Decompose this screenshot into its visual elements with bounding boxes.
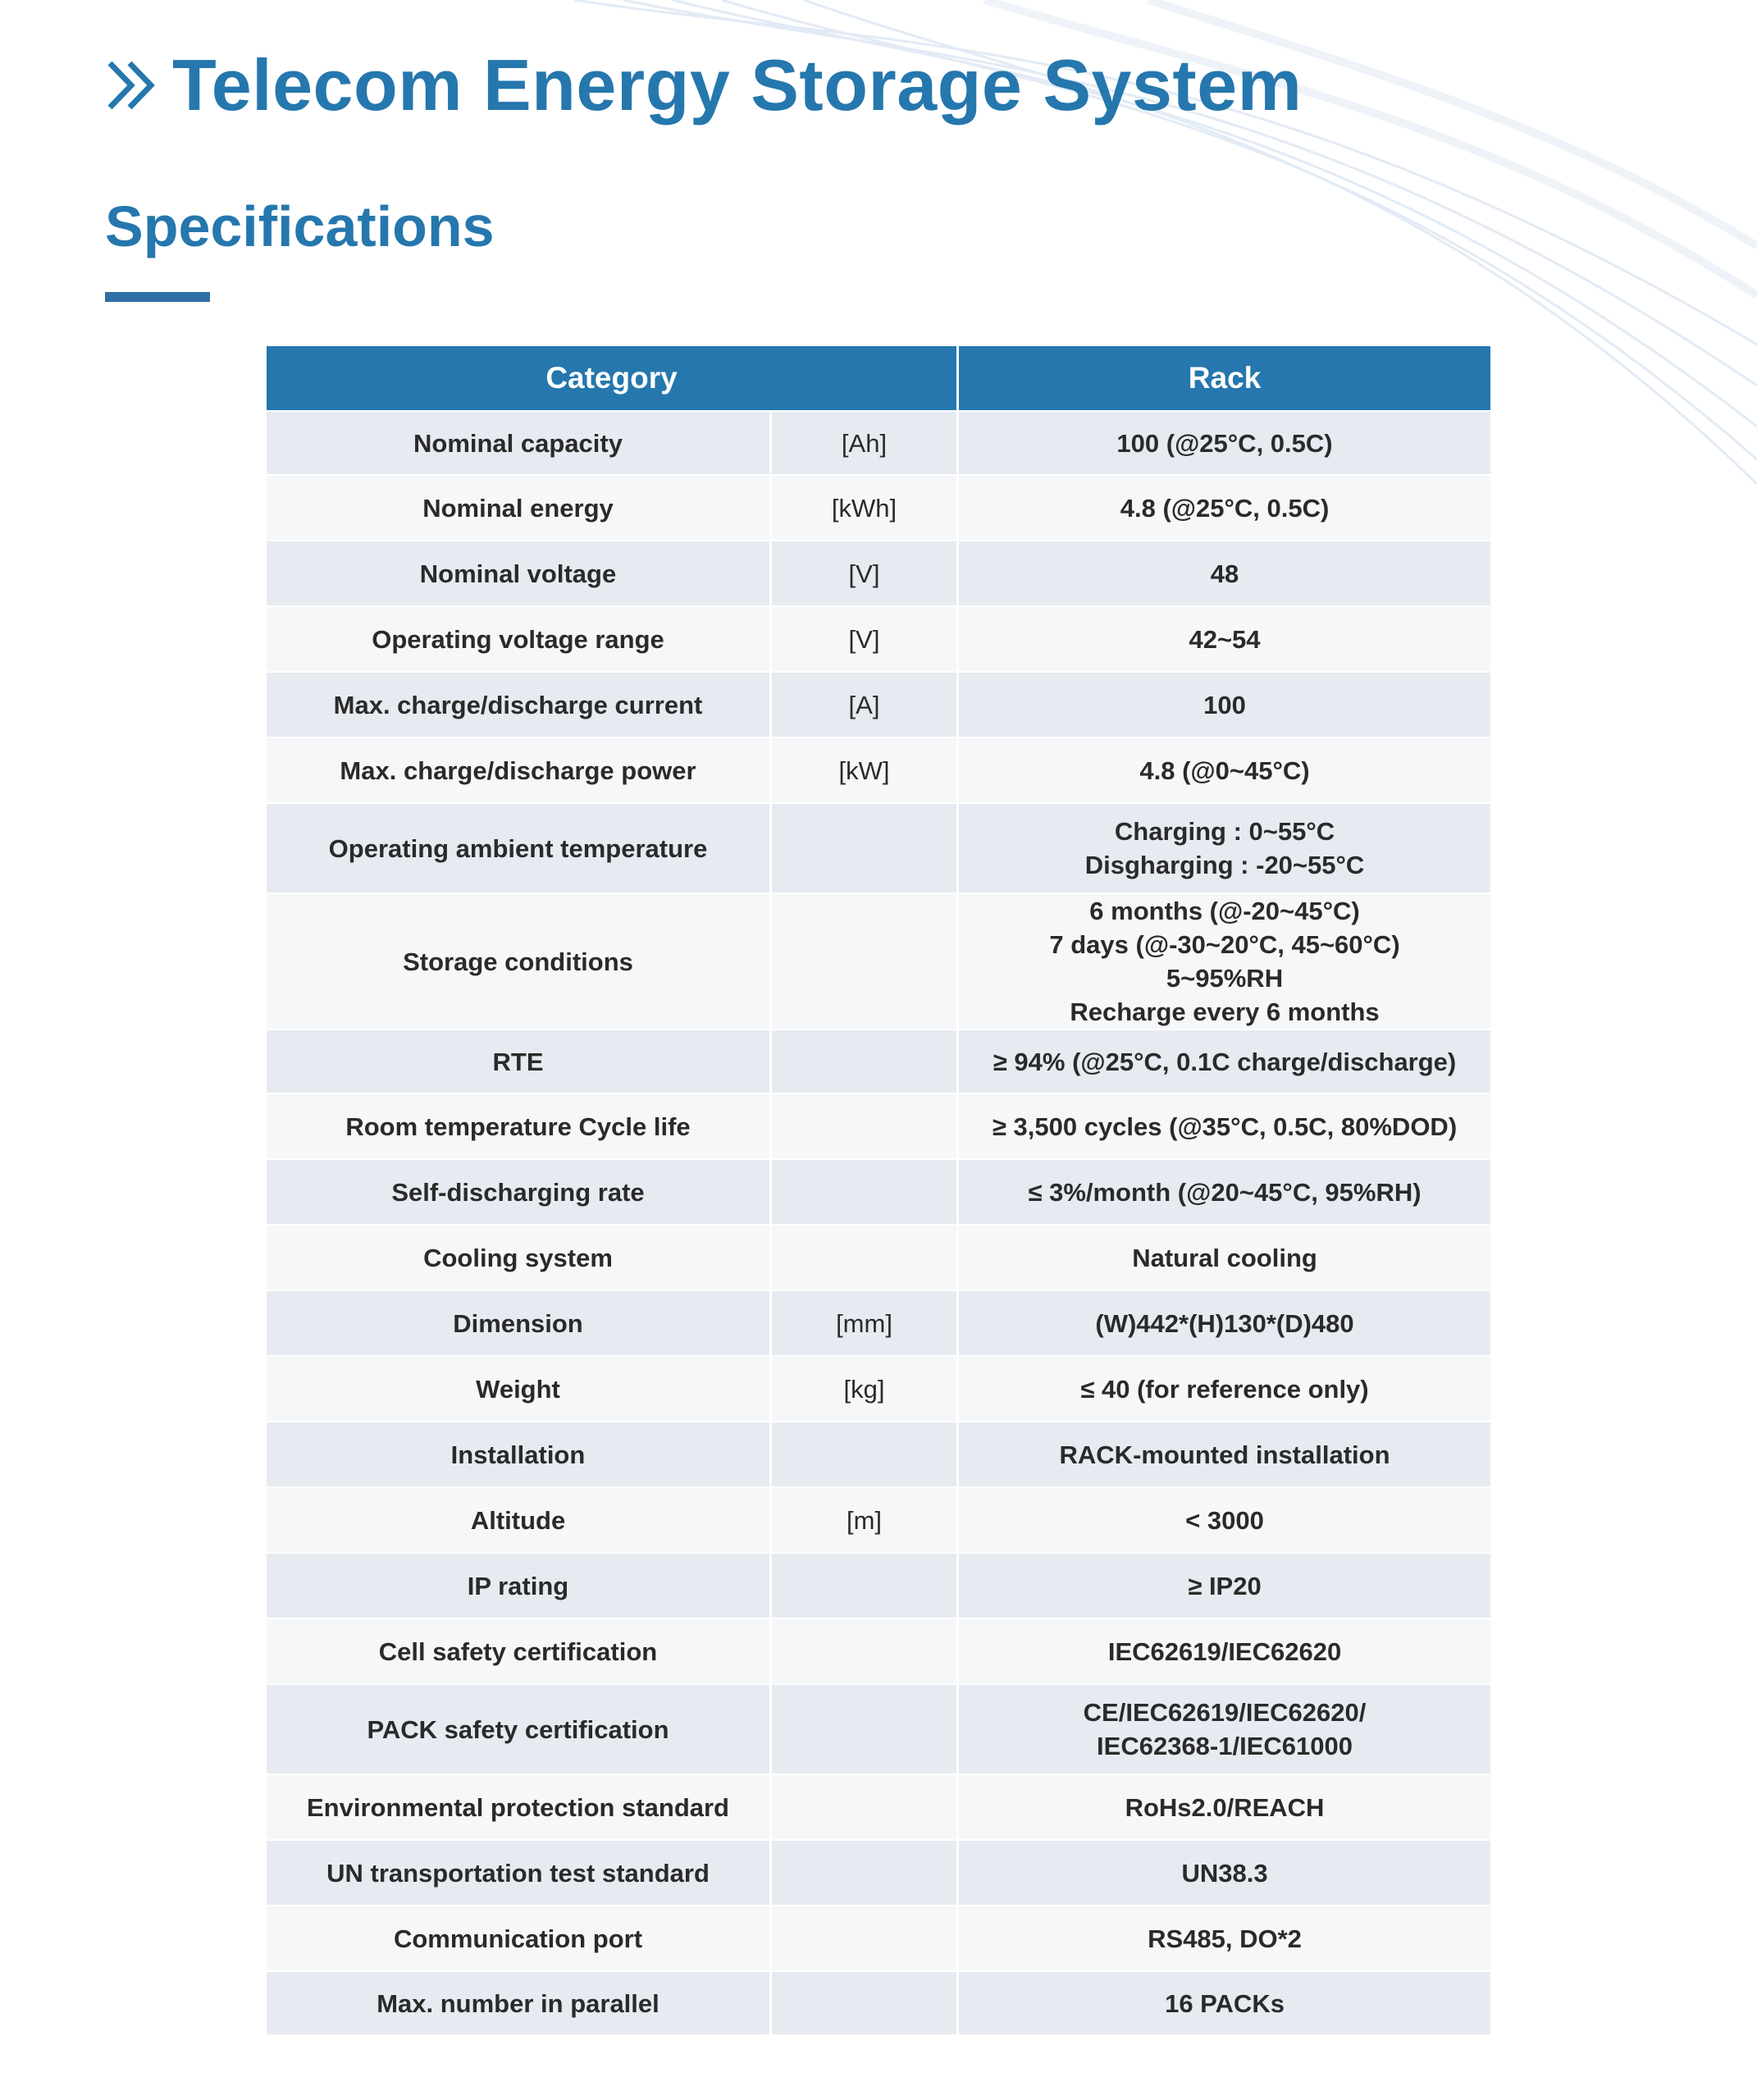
table-row [267, 1683, 1490, 1774]
spec-value-line: 6 months (@-20~45°C) [1089, 897, 1360, 925]
spec-category: RTE [267, 1029, 772, 1093]
spec-value [959, 1970, 1490, 2034]
spec-value-line: ≥ IP20 [1188, 1571, 1262, 1600]
table-row [267, 605, 1490, 671]
page-title: Telecom Energy Storage System [172, 44, 1303, 126]
spec-value [959, 1839, 1490, 1905]
spec-category: Weight [267, 1355, 772, 1421]
spec-value [959, 1224, 1490, 1290]
spec-category: Max. charge/discharge current [267, 671, 772, 737]
spec-value-line: UN38.3 [1181, 1858, 1268, 1888]
spec-value [959, 737, 1490, 802]
spec-unit [772, 1683, 959, 1774]
spec-unit: [kg] [772, 1355, 959, 1421]
spec-category: Storage conditions [267, 892, 772, 1029]
spec-value [959, 892, 1490, 1029]
table-row [267, 1224, 1490, 1290]
spec-value-line: 100 (@25°C, 0.5C) [1116, 428, 1333, 458]
spec-value-line: Charging : 0~55°C [1114, 817, 1335, 846]
table-row [267, 671, 1490, 737]
spec-value [959, 410, 1490, 474]
table-row [267, 410, 1490, 474]
spec-value [959, 1029, 1490, 1093]
spec-value [959, 1683, 1490, 1774]
spec-category: UN transportation test standard [267, 1839, 772, 1905]
spec-category: PACK safety certification [267, 1683, 772, 1774]
spec-unit [772, 1839, 959, 1905]
spec-value-line: 42~54 [1189, 624, 1261, 654]
column-header-category: Category [267, 346, 959, 410]
spec-unit: [A] [772, 671, 959, 737]
spec-unit [772, 1158, 959, 1224]
spec-value-line: Disgharging : -20~55°C [1084, 851, 1365, 879]
spec-category: Nominal energy [267, 474, 772, 540]
spec-value-line: RACK-mounted installation [1059, 1440, 1390, 1469]
table-row [267, 1290, 1490, 1355]
spec-value-line: 4.8 (@0~45°C) [1139, 756, 1310, 785]
spec-value-line: 7 days (@-30~20°C, 45~60°C) [1049, 930, 1400, 959]
spec-value [959, 1158, 1490, 1224]
spec-value [959, 1093, 1490, 1158]
spec-unit: [V] [772, 540, 959, 605]
spec-unit [772, 892, 959, 1029]
spec-category: Dimension [267, 1290, 772, 1355]
table-row [267, 1355, 1490, 1421]
spec-unit: [V] [772, 605, 959, 671]
spec-value-line: RoHs2.0/REACH [1125, 1792, 1325, 1822]
spec-value [959, 1905, 1490, 1970]
spec-value [959, 605, 1490, 671]
spec-category: Environmental protection standard [267, 1774, 772, 1839]
spec-category: Operating voltage range [267, 605, 772, 671]
spec-value-line: 4.8 (@25°C, 0.5C) [1120, 493, 1330, 523]
spec-category: Room temperature Cycle life [267, 1093, 772, 1158]
spec-category: Nominal capacity [267, 410, 772, 474]
table-row [267, 892, 1490, 1029]
spec-unit: [Ah] [772, 410, 959, 474]
table-row [267, 737, 1490, 802]
spec-value-line: 16 PACKs [1165, 1988, 1285, 2018]
section-underline [105, 292, 210, 302]
table-body [267, 410, 1490, 2034]
spec-value-line: ≤ 3%/month (@20~45°C, 95%RH) [1028, 1177, 1422, 1207]
spec-unit [772, 1774, 959, 1839]
table-row [267, 1421, 1490, 1486]
spec-unit: [kWh] [772, 474, 959, 540]
spec-value [959, 1552, 1490, 1618]
spec-value [959, 1486, 1490, 1552]
table-row [267, 1158, 1490, 1224]
spec-category: Max. charge/discharge power [267, 737, 772, 802]
table-row [267, 1618, 1490, 1683]
spec-value-line: ≥ 94% (@25°C, 0.1C charge/discharge) [993, 1047, 1457, 1076]
table-row [267, 1774, 1490, 1839]
spec-category: Cooling system [267, 1224, 772, 1290]
section-title: Specifications [105, 194, 495, 258]
spec-unit: [mm] [772, 1290, 959, 1355]
spec-unit [772, 1224, 959, 1290]
spec-unit [772, 1618, 959, 1683]
spec-value-line: Natural cooling [1132, 1243, 1317, 1272]
spec-value-line: IEC62619/IEC62620 [1107, 1637, 1342, 1666]
spec-category: Nominal voltage [267, 540, 772, 605]
table-row [267, 540, 1490, 605]
table-header-row [267, 346, 1490, 410]
spec-value-line: (W)442*(H)130*(D)480 [1095, 1308, 1354, 1338]
spec-value-line: ≤ 40 (for reference only) [1080, 1374, 1369, 1404]
spec-unit: [kW] [772, 737, 959, 802]
spec-unit [772, 1552, 959, 1618]
spec-value-line: Recharge every 6 months [1070, 998, 1380, 1026]
table-row [267, 1486, 1490, 1552]
table-row [267, 1970, 1490, 2034]
spec-value [959, 1290, 1490, 1355]
spec-value-line: IEC62368-1/IEC61000 [1097, 1732, 1353, 1760]
column-header-rack: Rack [959, 346, 1490, 410]
table-row [267, 1093, 1490, 1158]
spec-category: Operating ambient temperature [267, 802, 772, 892]
spec-value [959, 1355, 1490, 1421]
spec-category: Communication port [267, 1905, 772, 1970]
table-row [267, 1905, 1490, 1970]
spec-category: Installation [267, 1421, 772, 1486]
spec-value [959, 802, 1490, 892]
spec-unit [772, 1905, 959, 1970]
spec-unit: [m] [772, 1486, 959, 1552]
specifications-table [267, 346, 1490, 2034]
spec-value-line: 48 [1210, 559, 1239, 588]
double-chevron-right-icon [105, 57, 162, 114]
spec-category: Self-discharging rate [267, 1158, 772, 1224]
spec-value-line: < 3000 [1185, 1505, 1264, 1535]
table-row [267, 1029, 1490, 1093]
spec-value-line: 100 [1203, 690, 1246, 719]
spec-value [959, 1618, 1490, 1683]
document-header [105, 36, 1302, 135]
spec-unit [772, 1970, 959, 2034]
spec-unit [772, 1093, 959, 1158]
spec-value-line: RS485, DO*2 [1148, 1924, 1302, 1953]
spec-unit [772, 1029, 959, 1093]
spec-value-line: 5~95%RH [1166, 964, 1284, 993]
spec-value [959, 1421, 1490, 1486]
spec-value-line: ≥ 3,500 cycles (@35°C, 0.5C, 80%DOD) [992, 1112, 1458, 1141]
spec-category: Cell safety certification [267, 1618, 772, 1683]
table-row [267, 1839, 1490, 1905]
spec-value-line: CE/IEC62619/IEC62620/ [1083, 1698, 1367, 1727]
spec-unit [772, 1421, 959, 1486]
spec-unit [772, 802, 959, 892]
table-row [267, 474, 1490, 540]
spec-value [959, 540, 1490, 605]
table-row [267, 1552, 1490, 1618]
spec-category: IP rating [267, 1552, 772, 1618]
spec-category: Max. number in parallel [267, 1970, 772, 2034]
spec-category: Altitude [267, 1486, 772, 1552]
spec-value [959, 1774, 1490, 1839]
spec-value [959, 671, 1490, 737]
table-row [267, 802, 1490, 892]
spec-value [959, 474, 1490, 540]
